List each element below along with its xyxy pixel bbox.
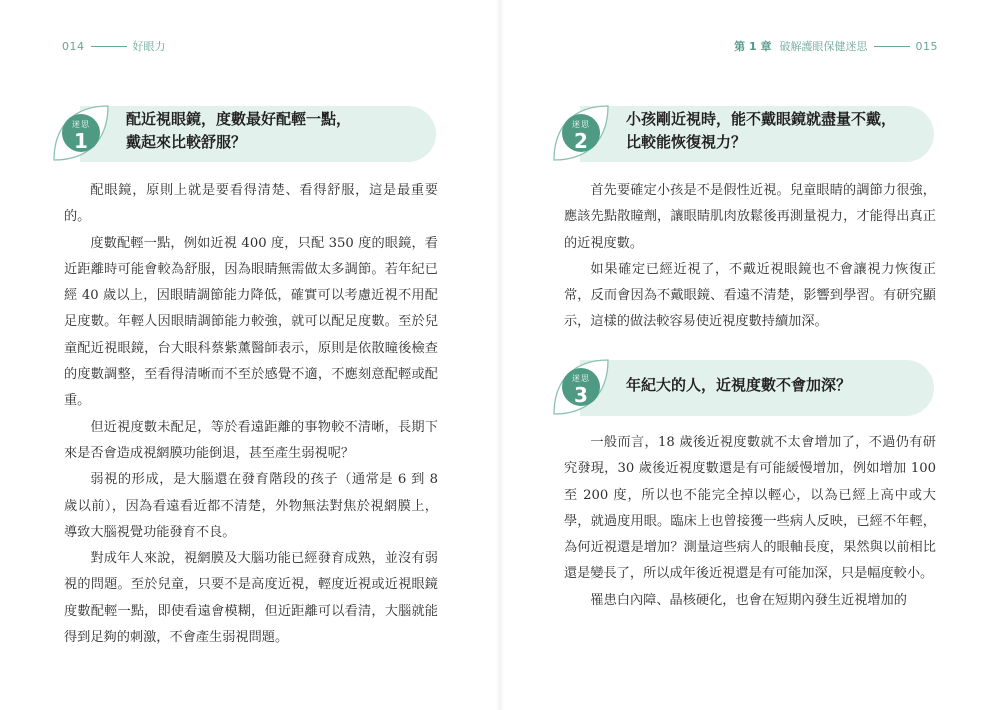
myth-2-number: 2 — [574, 129, 588, 153]
myth-3-title — [626, 374, 851, 397]
right-body-text-1 — [564, 178, 936, 336]
chapter-number: 第 1 章 — [734, 40, 772, 53]
myth-2-badge — [550, 102, 612, 164]
running-head-rule — [91, 46, 127, 47]
myth-1-title-line2: 戴起來比較舒服？ — [126, 133, 247, 151]
paragraph: 一般而言，18 歲後近視度數就不太會增加了，不過仍有研究發現，30 歲後近視度數還是有可能緩慢增加，例如增加 100 至 200 度，所以也不能完全掉以輕心，以為已經上高中或大學，就過度用眼。臨床上也曾接獲一些病人反映，已經不年輕，為何近視還是增加？測量這些病人的眼軸長度，果然與以前相比還是變長了，所以成年後近視還是有可能加深，只是幅度較小。 — [564, 435, 936, 582]
myth-1-title — [126, 108, 351, 154]
myth-1-label: 迷思 — [72, 120, 90, 129]
myth-2-header — [550, 100, 936, 170]
paragraph: 首先要確定小孩是不是假性近視。兒童眼睛的調節力很強，應該先點散瞳劑，讓眼睛肌肉放鬆後再測量視力，才能得出真正的近視度數。 — [564, 183, 936, 251]
right-page — [500, 0, 1000, 710]
myth-1-header — [50, 100, 436, 170]
myth-3-badge — [550, 356, 612, 418]
myth-1-title-line1: 配近視眼鏡，度數最好配輕一點， — [126, 110, 352, 128]
myth-2-title-line1: 小孩剛近視時，能不戴眼鏡就盡量不戴， — [626, 110, 897, 128]
paragraph: 對成年人來說，視網膜及大腦功能已經發育成熟，並沒有弱視的問題。至於兒童，只要不是高度近視，輕度近視或近視眼鏡度數配輕一點，即使看遠會模糊，但近距離可以看清，大腦就能得到足夠的刺激，不會產生弱視問題。 — [64, 551, 438, 646]
paragraph: 罹患白內障、晶核硬化，也會在短期內發生近視增加的 — [590, 592, 907, 608]
right-page-number: 015 — [915, 39, 938, 53]
running-head-rule — [874, 46, 910, 47]
myth-3-label: 迷思 — [572, 374, 590, 383]
paragraph: 度數配輕一點，例如近視 400 度，只配 350 度的眼鏡，看近距離時可能會較為舒服，因為眼睛無需做太多調節。若年紀已經 40 歲以上，因眼睛調節能力降低，確實可以考慮近視不用配足度數。年輕人因眼睛調節能力較強，就可以配足度數。至於兒童配近視眼鏡，台大眼科蔡紫薰醫師表示，原則是依散瞳後檢查的度數調整，至看得清晰而不至於感覺不適，不應刻意配輕或配重。 — [64, 235, 438, 409]
myth-3-header — [550, 354, 936, 424]
myth-1-number: 1 — [74, 129, 88, 153]
paragraph: 弱視的形成，是大腦還在發育階段的孩子（通常是 6 到 8 歲以前），因為看遠看近都不清楚，外物無法對焦於視網膜上，導致大腦視覺功能發育不良。 — [64, 472, 438, 540]
myth-3-title-line1: 年紀大的人，近視度數不會加深？ — [626, 376, 852, 394]
myth-1-badge — [50, 102, 112, 164]
left-running-head — [62, 38, 166, 54]
myth-2-title-line2: 比較能恢復視力？ — [626, 133, 747, 151]
paragraph: 如果確定已經近視了，不戴近視眼鏡也不會讓視力恢復正常，反而會因為不戴眼鏡、看遠不清楚，影響到學習。有研究顯示，這樣的做法較容易使近視度數持續加深。 — [564, 261, 936, 330]
book-title: 好眼力 — [132, 40, 166, 53]
right-body-text-2 — [564, 430, 936, 614]
left-page-number: 014 — [62, 39, 85, 53]
right-running-head — [734, 38, 938, 54]
paragraph: 配眼鏡，原則上就是要看得清楚、看得舒服，這是最重要的。 — [64, 183, 438, 225]
myth-2-title — [626, 108, 896, 154]
chapter-title: 破解護眼保健迷思 — [779, 40, 868, 53]
paragraph: 但近視度數未配足，等於看遠距離的事物較不清晰，長期下來是否會造成視網膜功能倒退，甚至產生弱視呢？ — [64, 419, 438, 461]
myth-3-number: 3 — [574, 383, 588, 407]
myth-2-label: 迷思 — [572, 120, 590, 129]
left-body-text — [64, 178, 438, 651]
